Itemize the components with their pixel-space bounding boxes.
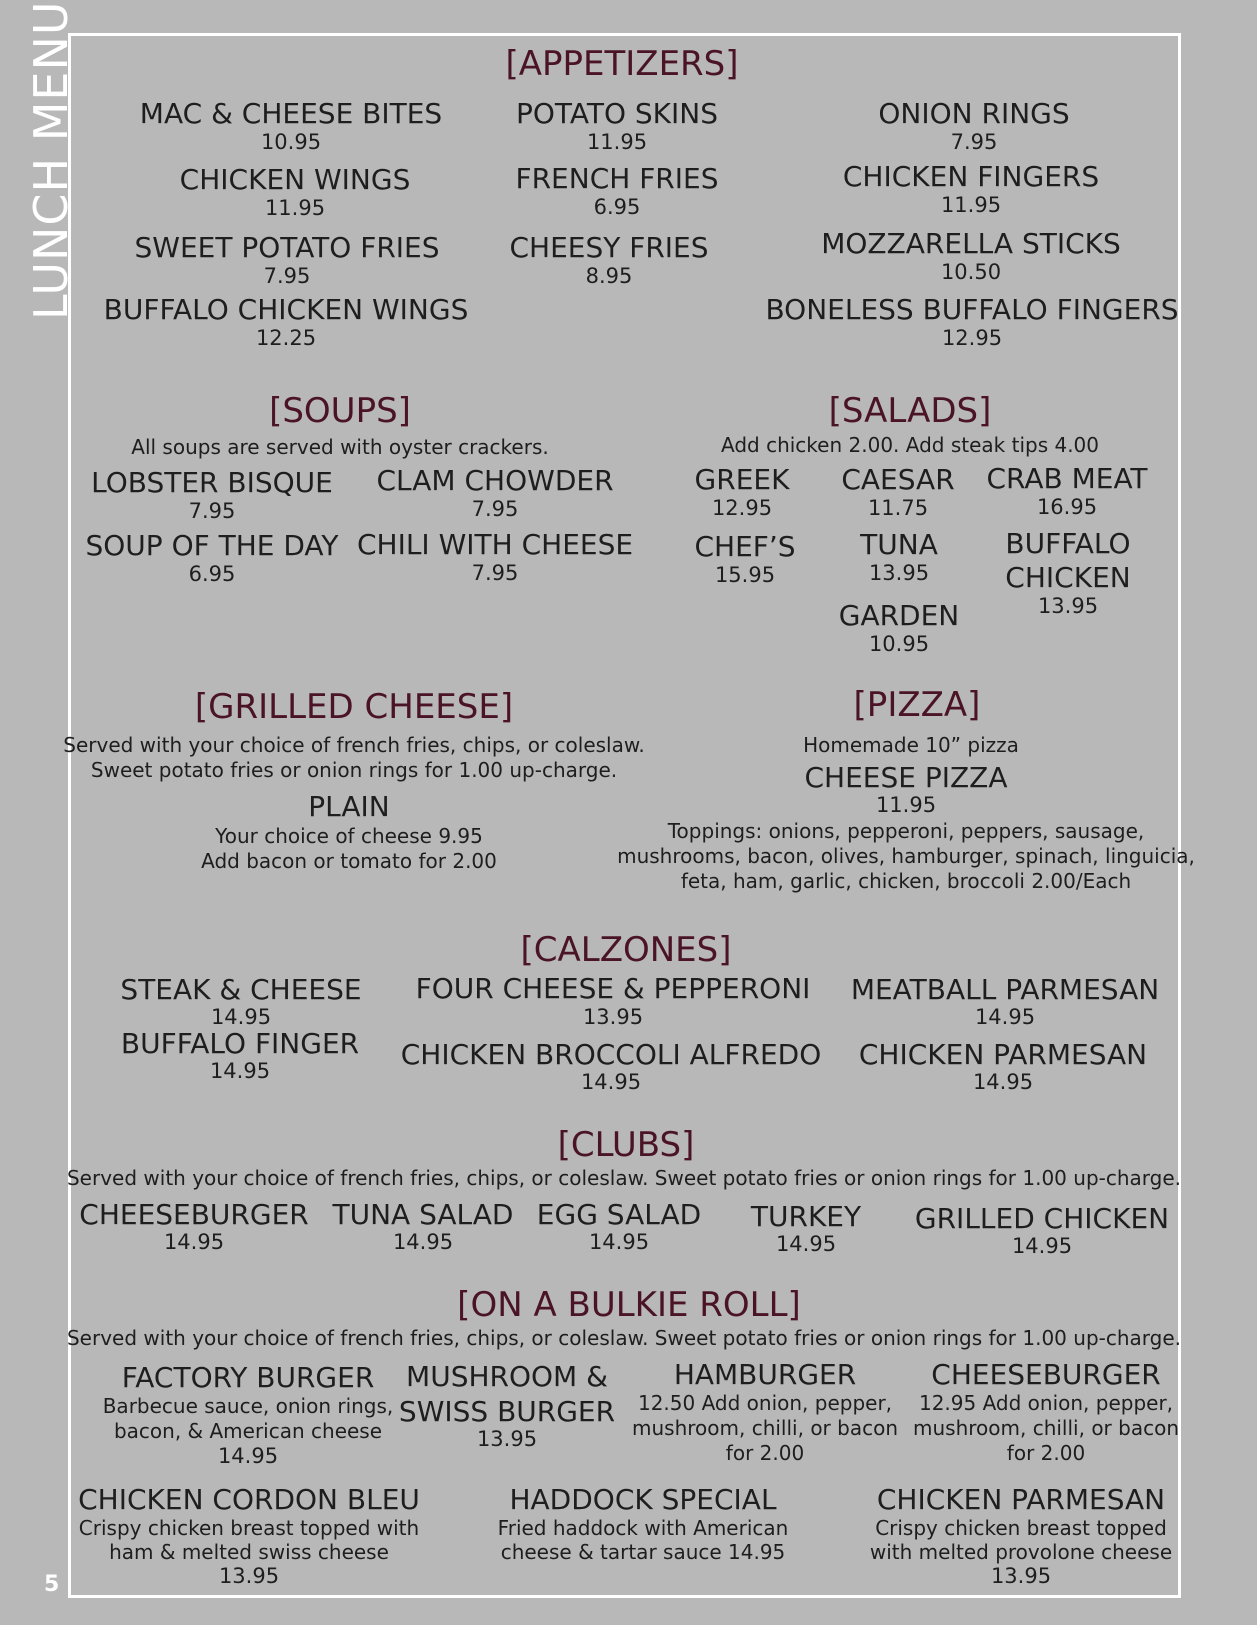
calzone-price: 14.95 — [974, 1005, 1036, 1029]
bulkie-factory-burger-name: FACTORY BURGER — [121, 1361, 375, 1394]
bulkie-chicken-parmesan-price: 13.95 — [990, 1564, 1052, 1588]
salad-name: GARDEN — [838, 599, 960, 632]
club-price: 14.95 — [775, 1232, 837, 1256]
salad-name: CAESAR — [841, 463, 955, 496]
appetizer-name: POTATO SKINS — [516, 97, 718, 130]
pizza-item-name: CHEESE PIZZA — [804, 761, 1008, 794]
bulkie-cheeseburger-desc: mushroom, chilli, or bacon — [913, 1416, 1179, 1440]
appetizer-price: 11.95 — [586, 130, 648, 154]
soup-name: CLAM CHOWDER — [376, 464, 614, 497]
salad-price: 11.75 — [867, 496, 929, 520]
club-price: 14.95 — [392, 1230, 454, 1254]
appetizer-name: CHEESY FRIES — [509, 231, 709, 264]
bulkie-factory-burger-desc: bacon, & American cheese — [113, 1419, 383, 1443]
appetizer-price: 7.95 — [950, 130, 998, 154]
appetizer-price: 12.95 — [941, 326, 1003, 350]
appetizer-name: FRENCH FRIES — [515, 162, 719, 195]
appetizer-name: SWEET POTATO FRIES — [134, 231, 440, 264]
club-name: EGG SALAD — [536, 1198, 702, 1231]
calzone-name: STEAK & CHEESE — [120, 973, 362, 1006]
side-title: LUNCH MENU — [24, 0, 78, 320]
soups-note: All soups are served with oyster crackers. — [131, 435, 549, 459]
bulkie-hamburger-desc: 12.50 Add onion, pepper, — [637, 1391, 893, 1415]
calzone-price: 13.95 — [582, 1005, 644, 1029]
clubs-note: Served with your choice of french fries, chips, or coleslaw. Sweet potato fries or onion rings for 1.00 up-charge. — [66, 1166, 1182, 1190]
appetizer-price: 10.50 — [940, 260, 1002, 284]
club-name: TUNA SALAD — [332, 1198, 514, 1231]
soup-price: 7.95 — [471, 561, 519, 585]
bulkie-chicken-parmesan-name: CHICKEN PARMESAN — [876, 1483, 1166, 1516]
appetizer-name: BUFFALO CHICKEN WINGS — [103, 293, 469, 326]
grilled-cheese-item-desc: Add bacon or tomato for 2.00 — [201, 849, 497, 873]
calzone-name: CHICKEN BROCCOLI ALFREDO — [400, 1038, 822, 1071]
salad-price: 13.95 — [868, 561, 930, 585]
salad-name: CHEF’S — [694, 530, 796, 563]
clubs-heading: [CLUBS] — [557, 1125, 695, 1165]
calzone-price: 14.95 — [972, 1070, 1034, 1094]
pizza-toppings: feta, ham, garlic, chicken, broccoli 2.00/Each — [680, 869, 1132, 893]
calzone-name: FOUR CHEESE & PEPPERONI — [415, 972, 811, 1005]
grilled-cheese-note: Sweet potato fries or onion rings for 1.00 up-charge. — [90, 758, 618, 782]
soup-name: CHILI WITH CHEESE — [356, 528, 634, 561]
appetizer-price: 12.25 — [255, 326, 317, 350]
appetizer-price: 11.95 — [940, 193, 1002, 217]
salad-name: TUNA — [860, 528, 938, 561]
calzone-price: 14.95 — [209, 1059, 271, 1083]
bulkie-cordon-bleu-desc: Crispy chicken breast topped with — [78, 1516, 420, 1540]
pizza-note: Homemade 10” pizza — [803, 733, 1019, 757]
salad-name: GREEK — [694, 463, 790, 496]
club-name: GRILLED CHICKEN — [914, 1202, 1170, 1235]
bulkie-chicken-parmesan-desc: Crispy chicken breast topped — [875, 1516, 1167, 1540]
bulkie-note: Served with your choice of french fries, chips, or coleslaw. Sweet potato fries or onion rings for 1.00 up-charge. — [66, 1326, 1182, 1350]
bulkie-haddock-desc: Fried haddock with American — [497, 1516, 789, 1540]
grilled-cheese-item-name: PLAIN — [308, 790, 390, 823]
bulkie-cheeseburger-desc: 12.95 Add onion, pepper, — [918, 1391, 1174, 1415]
salad-name: CRAB MEAT — [986, 462, 1148, 495]
calzone-price: 14.95 — [580, 1070, 642, 1094]
appetizers-heading: [APPETIZERS] — [505, 44, 739, 84]
grilled-cheese-item-desc: Your choice of cheese 9.95 — [215, 824, 483, 848]
grilled-cheese-note: Served with your choice of french fries, chips, or coleslaw. — [63, 733, 645, 757]
grilled-cheese-heading: [GRILLED CHEESE] — [194, 687, 514, 727]
bulkie-heading: [ON A BULKIE ROLL] — [457, 1285, 801, 1325]
bulkie-chicken-parmesan-desc: with melted provolone cheese — [869, 1540, 1173, 1564]
bulkie-haddock-desc: cheese & tartar sauce 14.95 — [500, 1540, 786, 1564]
bulkie-cordon-bleu-price: 13.95 — [218, 1564, 280, 1588]
bulkie-mushroom-swiss-name: SWISS BURGER — [398, 1395, 616, 1428]
bulkie-factory-burger-price: 14.95 — [217, 1444, 279, 1468]
appetizer-name: MAC & CHEESE BITES — [139, 97, 443, 130]
bulkie-cordon-bleu-desc: ham & melted swiss cheese — [109, 1540, 389, 1564]
salads-heading: [SALADS] — [828, 391, 992, 431]
appetizer-price: 10.95 — [260, 130, 322, 154]
soups-heading: [SOUPS] — [269, 391, 411, 431]
salad-name-line2: CHICKEN — [1005, 561, 1131, 594]
pizza-item-price: 11.95 — [875, 793, 937, 817]
appetizer-price: 6.95 — [593, 195, 641, 219]
appetizer-name: CHICKEN FINGERS — [842, 160, 1100, 193]
appetizer-price: 8.95 — [585, 264, 633, 288]
club-price: 14.95 — [1011, 1234, 1073, 1258]
bulkie-hamburger-name: HAMBURGER — [673, 1358, 857, 1391]
appetizer-name: CHICKEN WINGS — [179, 163, 411, 196]
appetizer-price: 7.95 — [263, 264, 311, 288]
pizza-heading: [PIZZA] — [853, 685, 981, 725]
bulkie-hamburger-desc: for 2.00 — [725, 1441, 805, 1465]
club-price: 14.95 — [588, 1230, 650, 1254]
salad-price: 13.95 — [1037, 594, 1099, 618]
calzone-name: MEATBALL PARMESAN — [850, 973, 1160, 1006]
pizza-toppings: Toppings: onions, pepperoni, peppers, sausage, — [667, 819, 1145, 843]
bulkie-hamburger-desc: mushroom, chilli, or bacon — [632, 1416, 898, 1440]
club-price: 14.95 — [163, 1230, 225, 1254]
bulkie-cheeseburger-desc: for 2.00 — [1006, 1441, 1086, 1465]
soup-price: 7.95 — [471, 497, 519, 521]
soup-price: 6.95 — [188, 562, 236, 586]
salad-price: 12.95 — [711, 496, 773, 520]
calzone-name: CHICKEN PARMESAN — [858, 1038, 1148, 1071]
club-name: TURKEY — [750, 1200, 862, 1233]
bulkie-factory-burger-desc: Barbecue sauce, onion rings, — [102, 1394, 394, 1418]
salad-name: BUFFALO — [1005, 527, 1131, 560]
bulkie-cordon-bleu-name: CHICKEN CORDON BLEU — [78, 1483, 420, 1516]
soup-price: 7.95 — [188, 499, 236, 523]
calzone-price: 14.95 — [210, 1005, 272, 1029]
bulkie-cheeseburger-name: CHEESEBURGER — [931, 1358, 1161, 1391]
appetizer-name: BONELESS BUFFALO FINGERS — [765, 293, 1179, 326]
soup-name: SOUP OF THE DAY — [85, 529, 339, 562]
appetizer-name: ONION RINGS — [878, 97, 1070, 130]
bulkie-mushroom-swiss-name: MUSHROOM & — [406, 1360, 608, 1393]
bulkie-mushroom-swiss-price: 13.95 — [476, 1427, 538, 1451]
pizza-toppings: mushrooms, bacon, olives, hamburger, spinach, linguicia, — [617, 844, 1195, 868]
club-name: CHEESEBURGER — [79, 1198, 309, 1231]
salad-price: 10.95 — [868, 632, 930, 656]
page-number: 5 — [44, 1572, 60, 1597]
bulkie-haddock-name: HADDOCK SPECIAL — [509, 1483, 777, 1516]
appetizer-name: MOZZARELLA STICKS — [821, 227, 1121, 260]
soup-name: LOBSTER BISQUE — [91, 466, 333, 499]
appetizer-price: 11.95 — [264, 196, 326, 220]
salad-price: 16.95 — [1036, 495, 1098, 519]
salad-price: 15.95 — [714, 563, 776, 587]
salads-note: Add chicken 2.00. Add steak tips 4.00 — [721, 433, 1099, 457]
calzones-heading: [CALZONES] — [520, 930, 732, 970]
calzone-name: BUFFALO FINGER — [120, 1027, 360, 1060]
